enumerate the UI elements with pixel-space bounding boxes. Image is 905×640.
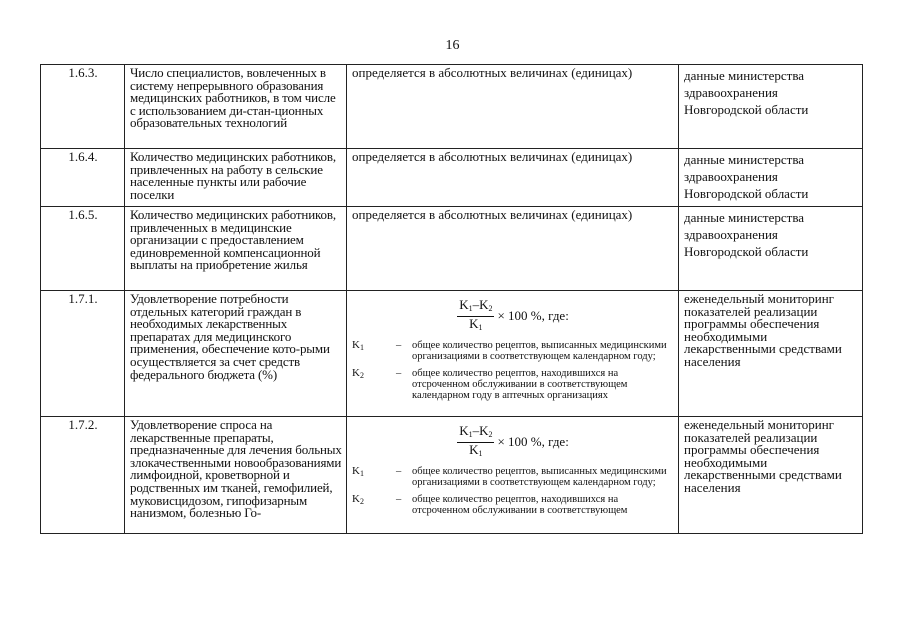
data-source: данные министерства здравоохранения Новгородской области xyxy=(679,207,863,291)
page-number: 16 xyxy=(445,38,460,53)
table-row xyxy=(41,207,863,291)
data-source: еженедельный мониторинг показателей реализации программы обеспечения необходимыми лекарственными средствами населения xyxy=(679,417,863,534)
table-row xyxy=(41,291,863,417)
indicator-name: Удовлетворение потребности отдельных категорий граждан в необходимых лекарственных препаратах для медицинского применения, обеспечение кото-рыми осуществляется за счет средств федерального бюджета (%) xyxy=(125,291,347,417)
row-number: 1.7.1. xyxy=(41,291,125,417)
formula-definition: $K_2$ – общее количество рецептов, находившихся на отсроченном обслуживании в соответствующем xyxy=(352,493,628,517)
indicator-name: Количество медицинских работников, привлеченных в медицинские организации с предоставлением единовременной компенсационной выплаты на приобретение жилья xyxy=(125,207,347,291)
formula-numerator: $K_1-K_2$ xyxy=(457,425,494,443)
calculation-method: определяется в абсолютных величинах (единицах) xyxy=(347,65,679,149)
calculation-method xyxy=(347,417,679,534)
formula-multiplier: × 100 %, где: xyxy=(497,434,569,450)
indicator-table xyxy=(40,64,863,534)
formula-multiplier: × 100 %, где: xyxy=(497,308,569,324)
formula-denominator: $K_1$ xyxy=(469,315,483,332)
row-number: 1.7.2. xyxy=(41,417,125,534)
formula-fraction xyxy=(457,299,494,334)
formula-fraction xyxy=(457,425,494,460)
formula xyxy=(352,299,674,334)
data-source: данные министерства здравоохранения Новгородской области xyxy=(679,65,863,149)
table-row xyxy=(41,149,863,207)
row-number: 1.6.4. xyxy=(41,149,125,207)
formula-definition: $K_2$ – общее количество рецептов, находившихся на отсроченном обслуживании в соответствующем календарном году в аптечных организациях xyxy=(352,367,628,402)
formula-numerator: $K_1-K_2$ xyxy=(457,299,494,317)
data-source: еженедельный мониторинг показателей реализации программы обеспечения необходимыми лекарственными средствами населения xyxy=(679,291,863,417)
formula-definition: $K_1$ – общее количество рецептов, выписанных медицинскими организациями в соответствующем календарном году; xyxy=(352,465,667,489)
table-row xyxy=(41,65,863,149)
calculation-method: определяется в абсолютных величинах (единицах) xyxy=(347,207,679,291)
indicator-name: Удовлетворение спроса на лекарственные препараты, предназначенные для лечения больных злокачественными новообразованиями лимфоидной, кроветворной и родственных им тканей, гемофилией, муковисцидозом, гипофизарным нанизмом, болезнью Го- xyxy=(125,417,347,534)
formula-definition: $K_1$ – общее количество рецептов, выписанных медицинскими организациями в соответствующем календарном году; xyxy=(352,339,667,363)
formula xyxy=(352,425,674,460)
calculation-method xyxy=(347,291,679,417)
indicator-name: Число специалистов, вовлеченных в систему непрерывного образования медицинских работников, в том числе с использованием ди-стан-ционных образовательных технологий xyxy=(125,65,347,149)
calculation-method: определяется в абсолютных величинах (единицах) xyxy=(347,149,679,207)
indicator-name: Количество медицинских работников, привлеченных на работу в сельские населенные пункты или рабочие поселки xyxy=(125,149,347,207)
row-number: 1.6.3. xyxy=(41,65,125,149)
row-number: 1.6.5. xyxy=(41,207,125,291)
formula-denominator: $K_1$ xyxy=(469,441,483,458)
data-source: данные министерства здравоохранения Новгородской области xyxy=(679,149,863,207)
table-row xyxy=(41,417,863,534)
